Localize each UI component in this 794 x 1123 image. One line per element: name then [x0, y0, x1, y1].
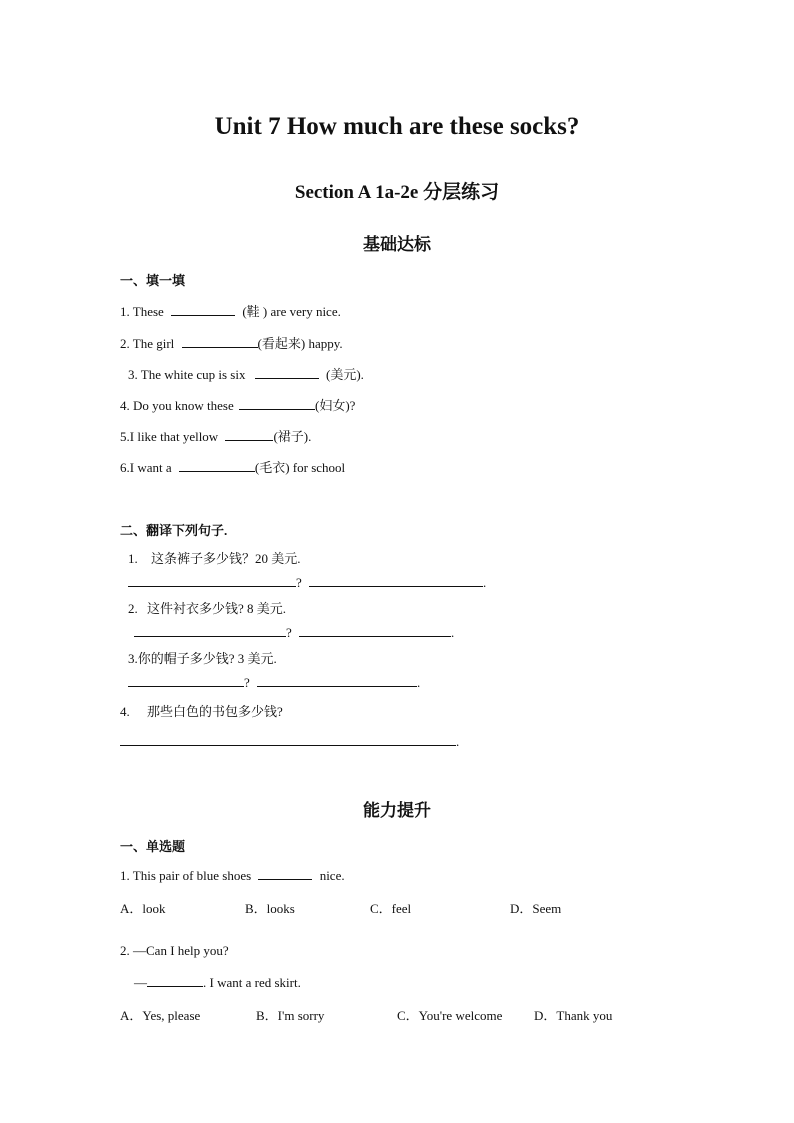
fill-item-2 [120, 333, 343, 352]
fill-item-text: 2. The girl [120, 336, 175, 351]
translate-prompt-text: 那些白色的书包多少钱? [147, 704, 283, 719]
answer-blank[interactable] [171, 303, 235, 316]
fill-item-text: 1. These [120, 304, 164, 319]
q2-option-a[interactable]: A．Yes, please [120, 1008, 201, 1023]
question-text: . I want a red skirt. [203, 975, 301, 990]
answer-blank[interactable] [225, 428, 273, 441]
translate-answer-1 [128, 574, 486, 591]
translate-prompt-4 [120, 701, 283, 720]
answer-blank[interactable] [134, 624, 286, 637]
answer-blank[interactable] [179, 459, 255, 472]
fill-item-text: 6.I want a [120, 460, 172, 475]
q2-option-b[interactable]: B．I'm sorry [256, 1008, 325, 1023]
question-mark: ? [244, 675, 250, 690]
fill-item-5 [120, 426, 311, 445]
translate-prompt-text: 这条裤子多少钱？20 美元. [151, 551, 301, 566]
fill-item-hint: (裙子). [273, 429, 312, 444]
answer-blank[interactable] [299, 624, 451, 637]
answer-blank[interactable] [309, 574, 483, 587]
translate-prompt-text: 你的帽子多少钱? 3 美元. [137, 651, 277, 666]
fill-item-text: 4. Do you know these [120, 398, 234, 413]
answer-blank[interactable] [120, 733, 456, 746]
multiple-choice-section-label: 一、单选题 [120, 839, 186, 854]
answer-blank[interactable] [258, 867, 312, 880]
q1-option-b[interactable]: B．looks [245, 901, 295, 916]
answer-blank[interactable] [128, 574, 296, 587]
item-number: 4. [120, 704, 130, 719]
item-number: 3. [128, 651, 138, 666]
q1-option-c[interactable]: C．feel [370, 901, 412, 916]
question-text: 1. This pair of blue shoes [120, 868, 252, 883]
answer-blank[interactable] [128, 674, 244, 687]
answer-blank[interactable] [239, 397, 315, 410]
fill-item-6 [120, 457, 345, 476]
fill-item-1 [120, 301, 341, 320]
fill-item-hint: (妇女)? [315, 398, 356, 413]
translate-prompt-1 [128, 548, 301, 567]
answer-blank[interactable] [255, 366, 319, 379]
translate-section-label: 二、翻译下列句子. [120, 523, 228, 538]
q1-option-a[interactable]: A．look [120, 901, 166, 916]
choice-question-1 [120, 867, 345, 884]
fill-item-text: 3. The white cup is six [128, 367, 246, 382]
period-mark: . [483, 575, 487, 590]
section-subtitle: Section A 1a-2e 分层练习 [294, 182, 500, 203]
basic-heading: 基础达标 [363, 235, 431, 254]
translate-prompt-text: 这件衬衣多少钱? 8 美元. [147, 601, 287, 616]
translate-answer-3 [128, 674, 420, 691]
q2-option-d[interactable]: D．Thank you [534, 1008, 613, 1023]
translate-prompt-3 [128, 648, 277, 667]
fill-item-4 [120, 395, 355, 414]
advanced-heading: 能力提升 [363, 801, 431, 820]
translate-prompt-2 [128, 598, 286, 617]
fill-item-hint: (鞋 ) are very nice. [242, 304, 341, 319]
question-mark: ? [296, 575, 302, 590]
fill-in-section-label: 一、填一填 [120, 273, 186, 288]
choice-question-2: 2. —Can I help you? [120, 943, 229, 958]
period-mark: . [451, 625, 455, 640]
answer-blank[interactable] [257, 674, 417, 687]
item-number: 2. [128, 601, 138, 616]
choice-question-2-response [134, 974, 301, 991]
fill-item-3 [128, 364, 364, 383]
q2-option-c[interactable]: C．You're welcome [397, 1008, 503, 1023]
fill-item-hint: (美元). [325, 367, 364, 382]
translate-answer-2 [134, 624, 454, 641]
page-title: Unit 7 How much are these socks? [214, 113, 580, 140]
period-mark: . [417, 675, 421, 690]
question-mark: ? [286, 625, 292, 640]
dash: — [134, 975, 147, 990]
answer-blank[interactable] [182, 335, 258, 348]
answer-blank[interactable] [147, 974, 203, 987]
q1-option-d[interactable]: D．Seem [510, 901, 562, 916]
translate-answer-4 [120, 733, 459, 750]
fill-item-hint: (看起来) happy. [257, 336, 343, 351]
period-mark: . [456, 734, 460, 749]
item-number: 1. [128, 551, 138, 566]
fill-item-hint: (毛衣) for school [254, 460, 346, 475]
fill-item-text: 5.I like that yellow [120, 429, 219, 444]
question-text: nice. [319, 868, 345, 883]
